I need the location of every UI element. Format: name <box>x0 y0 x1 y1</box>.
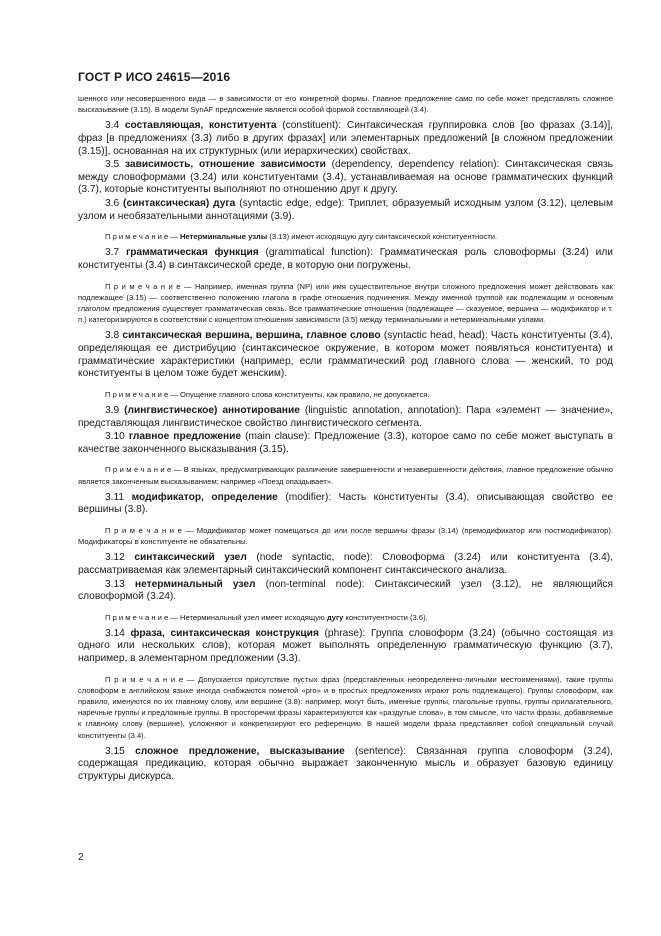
term-3-4: 3.4 составляющая, конституента (constituent): Синтаксическая группировка слов [во фразах (3.14)], фраз [в предложениях (3.3) либо в других фразах] или элементарных предложений [в сложном предложении (3.15)], основанная на их структурных (или иерархических) свойствах. <box>78 120 613 157</box>
note-3-14: П р и м е ч а н и е — Допускается присутствие пустых фраз (представленных неопределенно-личными местоимениями), такие группы словоформ в английском языке иногда снабжаются пометой «pro» и в простых предложениях играют роль подлежащего). Группы словоформ, как правило, именуются по их главному слову, или вершине (3.8): например, могут быть, именные группы, глагольные группы, группы прилагательного, наречные группы и предложные группы. В просторечии фразы характеризуются как «раздутые слова», в том смысле, что части фразы, добавляемые к главному слову (вершине), усложняют и конкретизируют его референцию. В нашей модели фраза представляет собой специальный случай конституенты (3.4). <box>78 674 613 740</box>
term-3-11: 3.11 модификатор, определение (modifier): Часть конституенты (3.4), описывающая свойство ее вершины (3.8). <box>78 491 614 516</box>
term-3-15: 3.15 сложное предложение, высказывание (sentence): Связанная группа словоформ (3.24), содержащая предикацию, которая обычно выражает законченную мысль и образует базовую единицу структуры дискурса. <box>78 745 614 783</box>
term-3-9: 3.9 (лингвистическое) аннотирование (linguistic annotation, annotation): Пара «элемент — значение», представляющая лингвистическое свойство лингвистического сегмента. <box>78 404 613 429</box>
term-3-13: 3.13 нетерминальный узел (non-terminal node): Синтаксический узел (3.12), не являющийся словоформой (3.24). <box>78 578 613 603</box>
term-3-8: 3.8 синтаксическая вершина, вершина, главное слово (syntactic head, head): Часть конституенты (3.4), определяющая ее дистрибуцию (синтаксическое окружение, в котором может появляться конституента) и грамматические характеристики (например, если грамматический род главного слова — женский, то род конституенты в целом тоже будет женским). <box>78 330 614 380</box>
term-3-12: 3.12 синтаксический узел (node syntactic, node): Словоформа (3.24) или конституента (3.4), рассматриваемая как элементарный синтаксический компонент синтаксического анализа. <box>78 552 614 576</box>
term-3-6: 3.6 (синтаксическая) дуга (syntactic edge, edge): Триплет, образуемый исходным узлом (3.12), целевым узлом и необязательными аннотациями (3.9). <box>78 197 613 222</box>
term-3-14: 3.14 фраза, синтаксическая конструкция (phrase): Группа словоформ (3.24) (обычно состоящая из одного или нескольких слов), которая может выполнять определенную грамматическую функцию (3.7), например, в элементарном предложении (3.3). <box>78 627 613 665</box>
note-3-11: П р и м е ч а н и е — Модификатор может помещаться до или после вершины фразы (3.14) (премодификатор или постмодификатор). Модификаторы в конституенте не обязательны. <box>78 525 613 547</box>
note-3-8: П р и м е ч а н и е — Опущение главного слова конституенты, как правило, не допускается. <box>105 389 430 399</box>
note-3-13: П р и м е ч а н и е — Нетерминальный узел имеет исходящую дугу конституентности (3.6). <box>105 612 428 622</box>
term-3-10: 3.10 главное предложение (main clause): Предложение (3.3), которое само по себе может выступать в качестве законченного высказывания (3.15). <box>78 431 613 455</box>
page-number: 2 <box>78 852 84 863</box>
page-content <box>78 93 613 784</box>
term-3-7: 3.7 грамматическая функция (grammatical function): Грамматическая роль словоформы (3.24) или конституенты (3.4) в синтаксической среде, в которую они погружены. <box>78 247 613 271</box>
term-3-5: 3.5 зависимость, отношение зависимости (dependency, dependency relation): Синтаксическая связь между словоформами (3.24) или конституентами (3.4), устанавливаемая на основе грамматических функций (3.7), которые конституенты выполняют по отношению друг к другу. <box>78 159 613 196</box>
continued-note: шенного или несовершенного вида — в зависимости от его конкретной формы. Главное предложение само по себе может представлять сложное высказывание (3.15). В модели SynAF предложение является особой формой составляющей (3.4). <box>78 94 613 115</box>
note-3-10: П р и м е ч а н и е — В языках, предусматривающих различение завершенности и незавершенности действия, главное предложение обычно является законченным высказыванием; например «Поезд опаздывает». <box>78 465 613 486</box>
note-3-7: П р и м е ч а н и е — Например, именная группа (NP) или имя существительное внутри сложного предложения может действовать как подлежащее (3.15) — соответственно положению глагола в графе отношения подчинения. Между именной группой как подлежащим и основным глаголом предложения существует грамматическая связь. Все грамматические отношения (подлежащее — сказуемое, вершина — модификатор и т. п.) категоризируются в соответствии с концептом отношения зависимости (3.5) между терминальными и нетерминальными узлами. <box>78 281 613 325</box>
note-3-6: П р и м е ч а н и е — Нетерминальные узлы (3.13) имеют исходящую дугу синтаксической конституентности. <box>105 232 498 242</box>
page-header: ГОСТ Р ИСО 24615—2016 <box>78 70 231 84</box>
